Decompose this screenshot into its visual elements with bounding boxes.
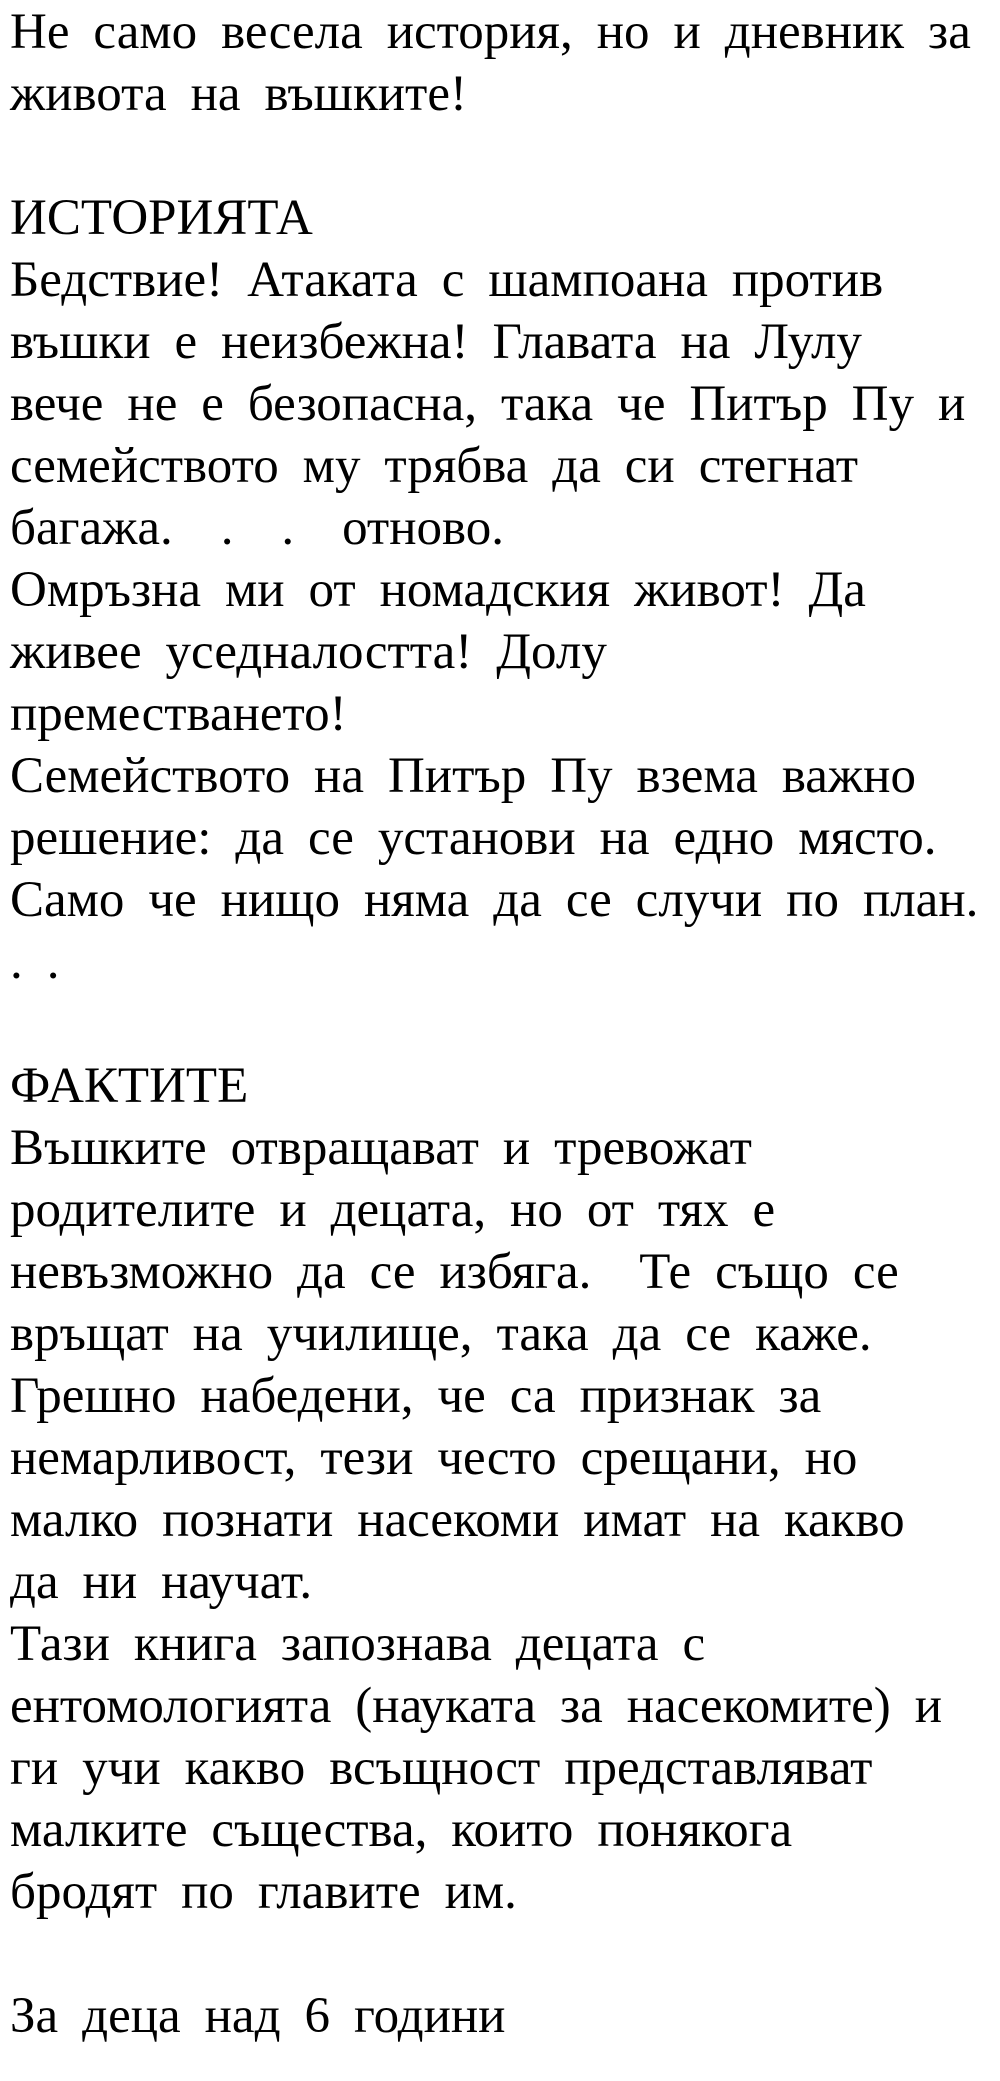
story-line: семейството му трябва да си стегнат <box>10 438 859 494</box>
facts-line: родителите и децата, но от тях е <box>10 1182 776 1238</box>
age-note <box>10 1985 1000 2047</box>
facts-section <box>10 1055 1000 1923</box>
facts-line: немарливост, тези често срещани, но <box>10 1430 858 1486</box>
intro-paragraph <box>10 1 1000 125</box>
story-line: решение: да се установи на едно място. <box>10 810 937 866</box>
intro-line: живота на въшките! <box>10 66 467 122</box>
facts-line: малко познати насекоми имат на какво <box>10 1492 905 1548</box>
facts-line: Грешно набедени, че са признак за <box>10 1368 822 1424</box>
intro-line: Не само весела история, но и дневник за <box>10 4 971 60</box>
facts-section-heading: ФАКТИТЕ <box>10 1058 249 1114</box>
document-page <box>10 1 1000 2047</box>
facts-line: малките същества, които понякога <box>10 1802 793 1858</box>
story-line: въшки е неизбежна! Главата на Лулу <box>10 314 862 370</box>
facts-line: Въшките отвращават и тревожат <box>10 1120 752 1176</box>
blank-line <box>10 993 1000 1055</box>
facts-line: да ни научат. <box>10 1554 313 1610</box>
story-line: Само че нищо няма да се случи по план. <box>10 872 979 928</box>
facts-line: ги учи какво всъщност представляват <box>10 1740 873 1796</box>
story-section <box>10 187 1000 993</box>
story-line: живее уседналостта! Долу <box>10 624 607 680</box>
facts-line: бродят по главите им. <box>10 1864 517 1920</box>
facts-line: Тази книга запознава децата с <box>10 1616 706 1672</box>
facts-line: невъзможно да се избяга. Те също се <box>10 1244 899 1300</box>
story-line: Семейството на Питър Пу взема важно <box>10 748 916 804</box>
story-line: Бедствие! Атаката с шампоана против <box>10 252 884 308</box>
story-line: багажа. . . отново. <box>10 500 504 556</box>
facts-line: ентомологията (науката за насекомите) и <box>10 1678 943 1734</box>
blank-line <box>10 125 1000 187</box>
story-line: Омръзна ми от номадския живот! Да <box>10 562 866 618</box>
age-note-line: За деца над 6 години <box>10 1988 506 2044</box>
facts-line: връщат на училище, така да се каже. <box>10 1306 872 1362</box>
blank-line <box>10 1923 1000 1985</box>
story-section-heading: ИСТОРИЯТА <box>10 190 313 246</box>
story-line: . . <box>10 934 60 990</box>
story-line: вече не е безопасна, така че Питър Пу и <box>10 376 966 432</box>
story-line: преместването! <box>10 686 347 742</box>
